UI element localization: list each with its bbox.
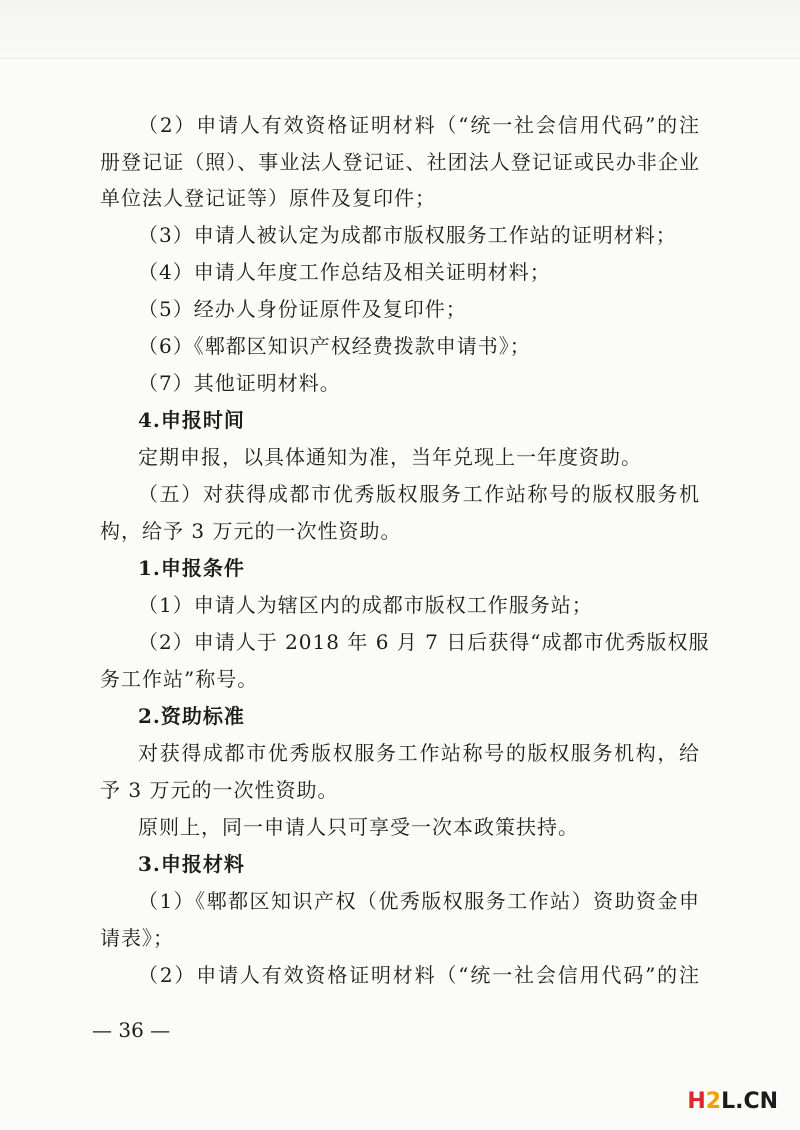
text-line: 请表》； bbox=[100, 926, 174, 950]
text-line: 构，给予 3 万元的一次性资助。 bbox=[100, 519, 402, 543]
text-line: （4）申请人年度工作总结及相关证明材料； bbox=[138, 260, 551, 284]
watermark-part: H bbox=[687, 1089, 706, 1114]
text-line: （5）经办人身份证原件及复印件； bbox=[138, 297, 467, 321]
watermark-part: L.CN bbox=[721, 1089, 778, 1114]
text-line: （3）申请人被认定为成都市版权服务工作站的证明材料； bbox=[138, 223, 677, 247]
text-line: （2）申请人于 2018 年 6 月 7 日后获得“成都市优秀版权服 bbox=[138, 630, 710, 654]
text-line: 定期申报，以具体通知为准，当年兑现上一年度资助。 bbox=[138, 445, 642, 469]
page-number: — 36 — bbox=[92, 1018, 171, 1042]
text-line: （2）申请人有效资格证明材料（“统一社会信用代码”的注 bbox=[138, 963, 700, 987]
text-line: 务工作站”称号。 bbox=[100, 667, 259, 691]
text-line: 予 3 万元的一次性资助。 bbox=[100, 778, 339, 802]
text-line: （五）对获得成都市优秀版权服务工作站称号的版权服务机 bbox=[138, 482, 700, 506]
text-line: 原则上，同一申请人只可享受一次本政策扶持。 bbox=[138, 815, 579, 839]
text-line: 册登记证（照）、事业法人登记证、社团法人登记证或民办非企业 bbox=[100, 150, 700, 174]
section-heading: 1.申报条件 bbox=[138, 556, 245, 580]
text-line: 对获得成都市优秀版权服务工作站称号的版权服务机构，给 bbox=[138, 741, 700, 765]
text-line: （7）其他证明材料。 bbox=[138, 371, 341, 395]
text-line: （6）《郫都区知识产权经费拨款申请书》； bbox=[138, 334, 531, 358]
site-watermark bbox=[687, 1089, 778, 1114]
section-heading: 3.申报材料 bbox=[138, 852, 245, 876]
section-heading: 4.申报时间 bbox=[138, 408, 245, 432]
text-line: （1）《郫都区知识产权（优秀版权服务工作站）资助资金申 bbox=[138, 889, 700, 913]
section-heading: 2.资助标准 bbox=[138, 704, 245, 728]
text-line: （2）申请人有效资格证明材料（“统一社会信用代码”的注 bbox=[138, 113, 700, 137]
text-line: 单位法人登记证等）原件及复印件； bbox=[100, 186, 436, 210]
watermark-part: 2 bbox=[705, 1089, 722, 1114]
text-line: （1）申请人为辖区内的成都市版权工作服务站； bbox=[138, 593, 593, 617]
